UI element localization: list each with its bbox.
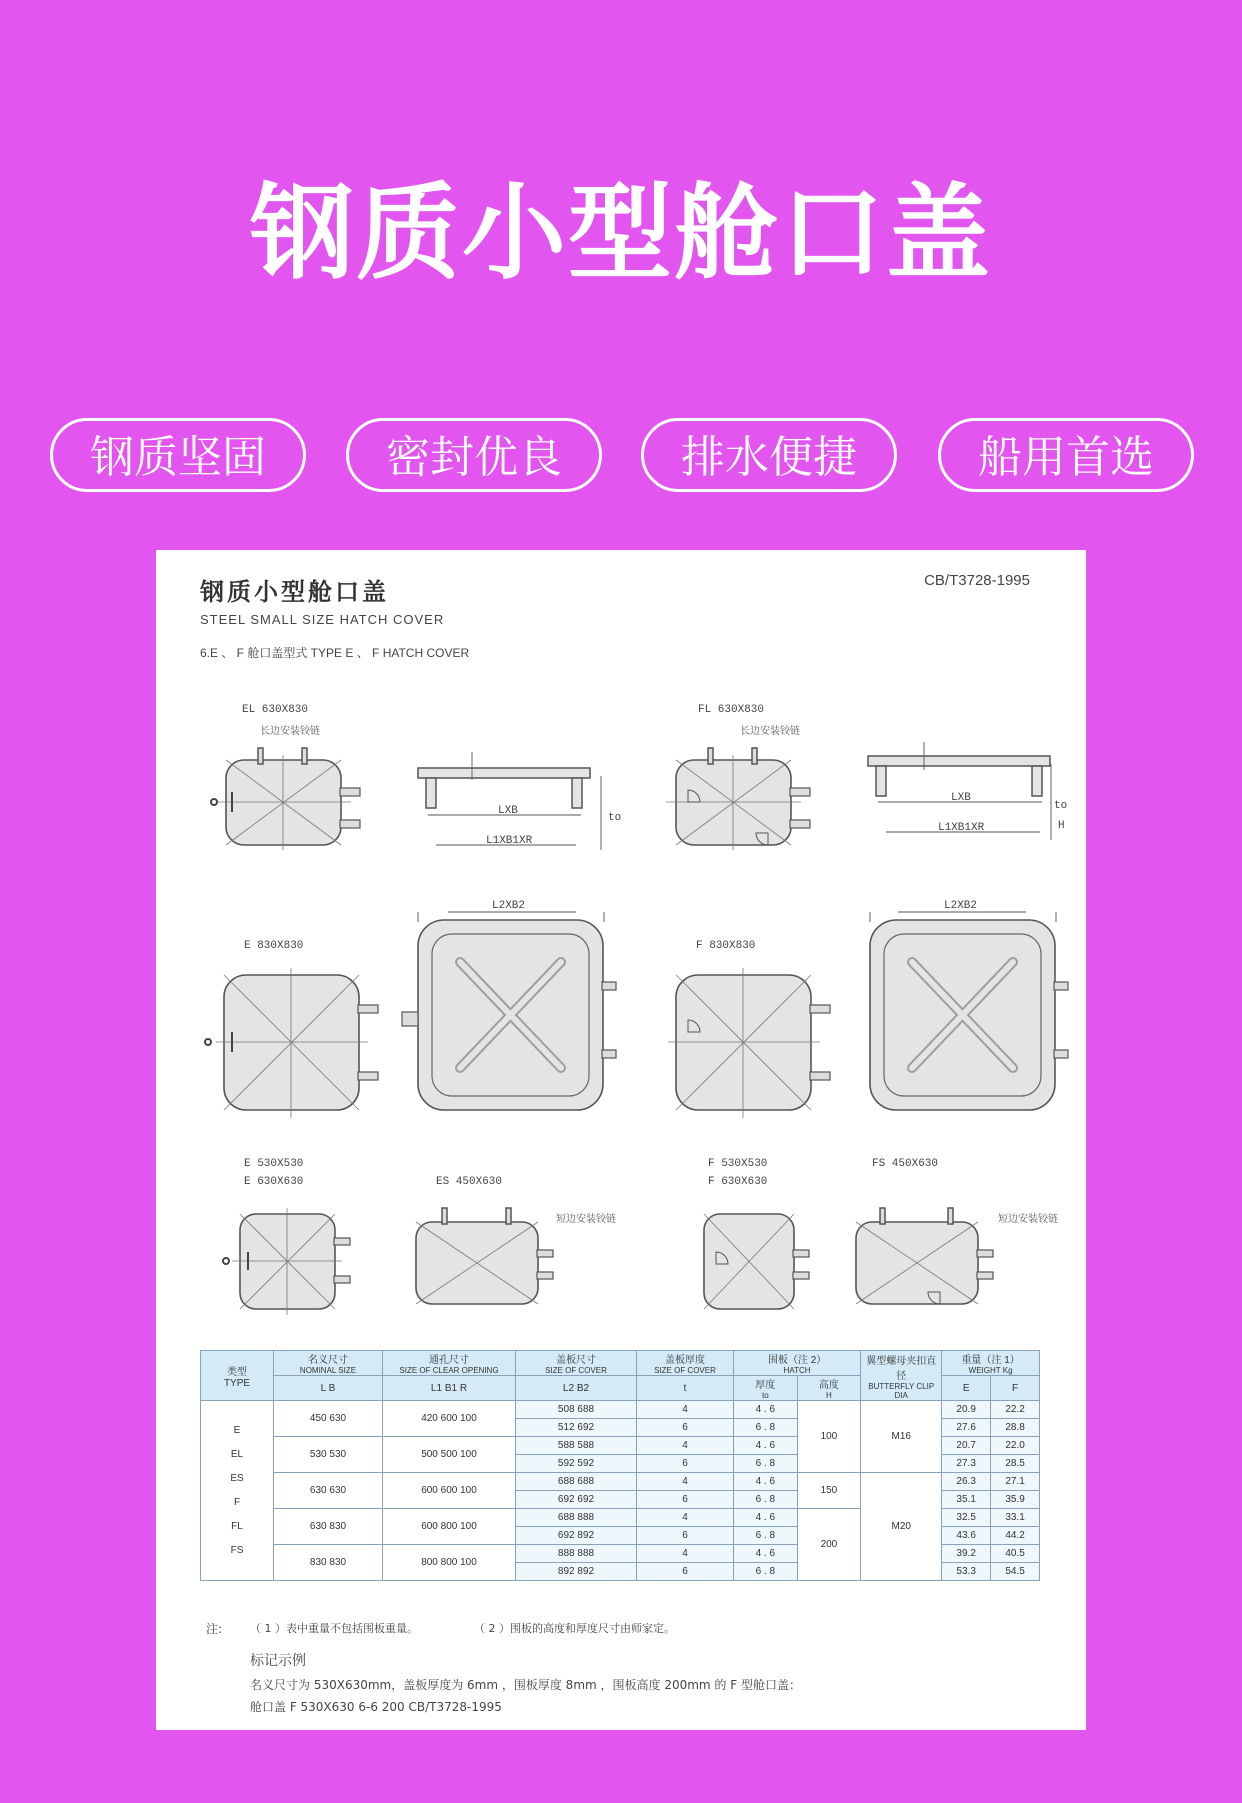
label-fs: FS 450X630 (872, 1158, 939, 1170)
table-row: 530 530 500 500 100 588 588 4 4 . 6 20.7 22.0 (201, 1437, 1040, 1455)
spec-table: 类型 TYPE 名义尺寸 NOMINAL SIZE 通孔尺寸 SIZE OF CLEAR OPENING 盖板尺寸 SIZE OF COVER 盖板厚度 SIZE OF COVER 围板（注 2） HATCH 翼型螺母夹扣直 径 BUTTERFLY CLIP DIA 重量（注 1） WEIGHT Kg L B L1 B1 R L2 B2 t 厚度 to 高度 H E F E EL ES F FL FS 450 630 420 600 100 508 688 4 4 . 6 100 M16 20.9 22.2 512 692 6 6 . 8 27.6 28.8 530 530 500 500 100 588 588 4 4 . 6 20.7 22.0 592 592 6 6 . 8 27.3 28.5 630 630 600 600 100 688 688 4 4 . 6 150 M20 26.3 27.1 692 692 6 6 . 8 35.1 35.9 630 830 600 800 100 688 888 4 4 . 6 200 32.5 33.1 692 892 6 6 . 8 43.6 44.2 830 830 800 800 100 888 888 4 4 . 6 39.2 40.5 892 892 6 6 . 8 53.3 54.5 (200, 1350, 1040, 1581)
table-row: 830 830 800 800 100 888 888 4 4 . 6 39.2 40.5 (201, 1545, 1040, 1563)
label-l2b2-1: L2XB2 (492, 900, 526, 912)
th-hatch: 围板（注 2） HATCH (734, 1351, 861, 1376)
label-to-1: to (608, 812, 622, 824)
th-type: 类型 TYPE (201, 1351, 274, 1401)
th-nominal: 名义尺寸 NOMINAL SIZE (274, 1351, 383, 1376)
table-row: 692 892 6 6 . 8 43.6 44.2 (201, 1527, 1040, 1545)
label-e630: E 630X630 (244, 1176, 304, 1188)
label-f530: F 530X530 (708, 1158, 768, 1170)
tag-pill-easy-drain: 排水便捷 (641, 418, 897, 492)
label-l2b2-2: L2XB2 (944, 900, 978, 912)
label-f630: F 630X630 (708, 1176, 768, 1188)
label-fl: FL 630X830 (698, 704, 765, 716)
th-clip: 翼型螺母夹扣直 径 BUTTERFLY CLIP DIA (861, 1351, 942, 1401)
label-fl-note: 长边安装铰链 (740, 726, 800, 737)
label-lxb-2: LXB (951, 792, 971, 804)
spec-sheet (156, 550, 1086, 1730)
table-row: 892 892 6 6 . 8 53.3 54.5 (201, 1563, 1040, 1581)
doc-title: 钢质小型舱口盖 (200, 578, 389, 606)
table-row: 630 830 600 800 100 688 888 4 4 . 6 200 32.5 33.1 (201, 1509, 1040, 1527)
label-l1b1r-1: L1XB1XR (486, 835, 533, 847)
note-1: （ 1 ）表中重量不包括围板重量。 (250, 1622, 418, 1635)
example-title: 标记示例 (250, 1653, 306, 1669)
label-es-note: 短边安装铰链 (556, 1214, 616, 1225)
label-el: EL 630X830 (242, 704, 309, 716)
doc-subtitle: 6.E 、 F 舱口盖型式 TYPE E 、 F HATCH COVER (200, 646, 470, 660)
note-label: 注: (206, 1622, 223, 1636)
label-lxb-1: LXB (498, 805, 518, 817)
table-row: E EL ES F FL FS 450 630 420 600 100 508 688 4 4 . 6 100 M16 20.9 22.2 (201, 1401, 1040, 1419)
label-e830: E 830X830 (244, 940, 304, 952)
label-f830: F 830X830 (696, 940, 756, 952)
label-l1b1r-2: L1XB1XR (938, 822, 985, 834)
example-text: 名义尺寸为 530X630mm，盖板厚度为 6mm ，围板厚度 8mm ，围板高度 200mm 的 F 型舱口盖： (250, 1678, 801, 1692)
doc-title-en: STEEL SMALL SIZE HATCH COVER (200, 612, 445, 627)
tag-pill-steel-strong: 钢质坚固 (50, 418, 306, 492)
th-opening: 通孔尺寸 SIZE OF CLEAR OPENING (383, 1351, 516, 1376)
doc-standard: CB/T3728-1995 (924, 572, 1030, 589)
tag-pill-good-seal: 密封优良 (346, 418, 602, 492)
th-thickness: 盖板厚度 SIZE OF COVER (637, 1351, 734, 1376)
table-row: 630 630 600 600 100 688 688 4 4 . 6 150 M20 26.3 27.1 (201, 1473, 1040, 1491)
label-el-note: 长边安装铰链 (260, 726, 320, 737)
label-e530: E 530X530 (244, 1158, 304, 1170)
hero-title: 钢质小型舱口盖 (249, 172, 992, 294)
note-2: （ 2 ）围板的高度和厚度尺寸由师家定。 (474, 1622, 675, 1635)
tag-pill-marine-choice: 船用首选 (938, 418, 1194, 492)
table-row: 592 592 6 6 . 8 27.3 28.5 (201, 1455, 1040, 1473)
th-cover: 盖板尺寸 SIZE OF COVER (516, 1351, 637, 1376)
label-fs-note: 短边安装铰链 (998, 1214, 1058, 1225)
example-mark: 舱口盖 F 530X630 6-6 200 CB/T3728-1995 (250, 1700, 502, 1714)
th-weight: 重量（注 1） WEIGHT Kg (942, 1351, 1040, 1376)
label-h: H (1058, 820, 1065, 832)
label-es: ES 450X630 (436, 1176, 503, 1188)
label-to-2: to (1054, 800, 1068, 812)
table-row: 692 692 6 6 . 8 35.1 35.9 (201, 1491, 1040, 1509)
table-row: 512 692 6 6 . 8 27.6 28.8 (201, 1419, 1040, 1437)
